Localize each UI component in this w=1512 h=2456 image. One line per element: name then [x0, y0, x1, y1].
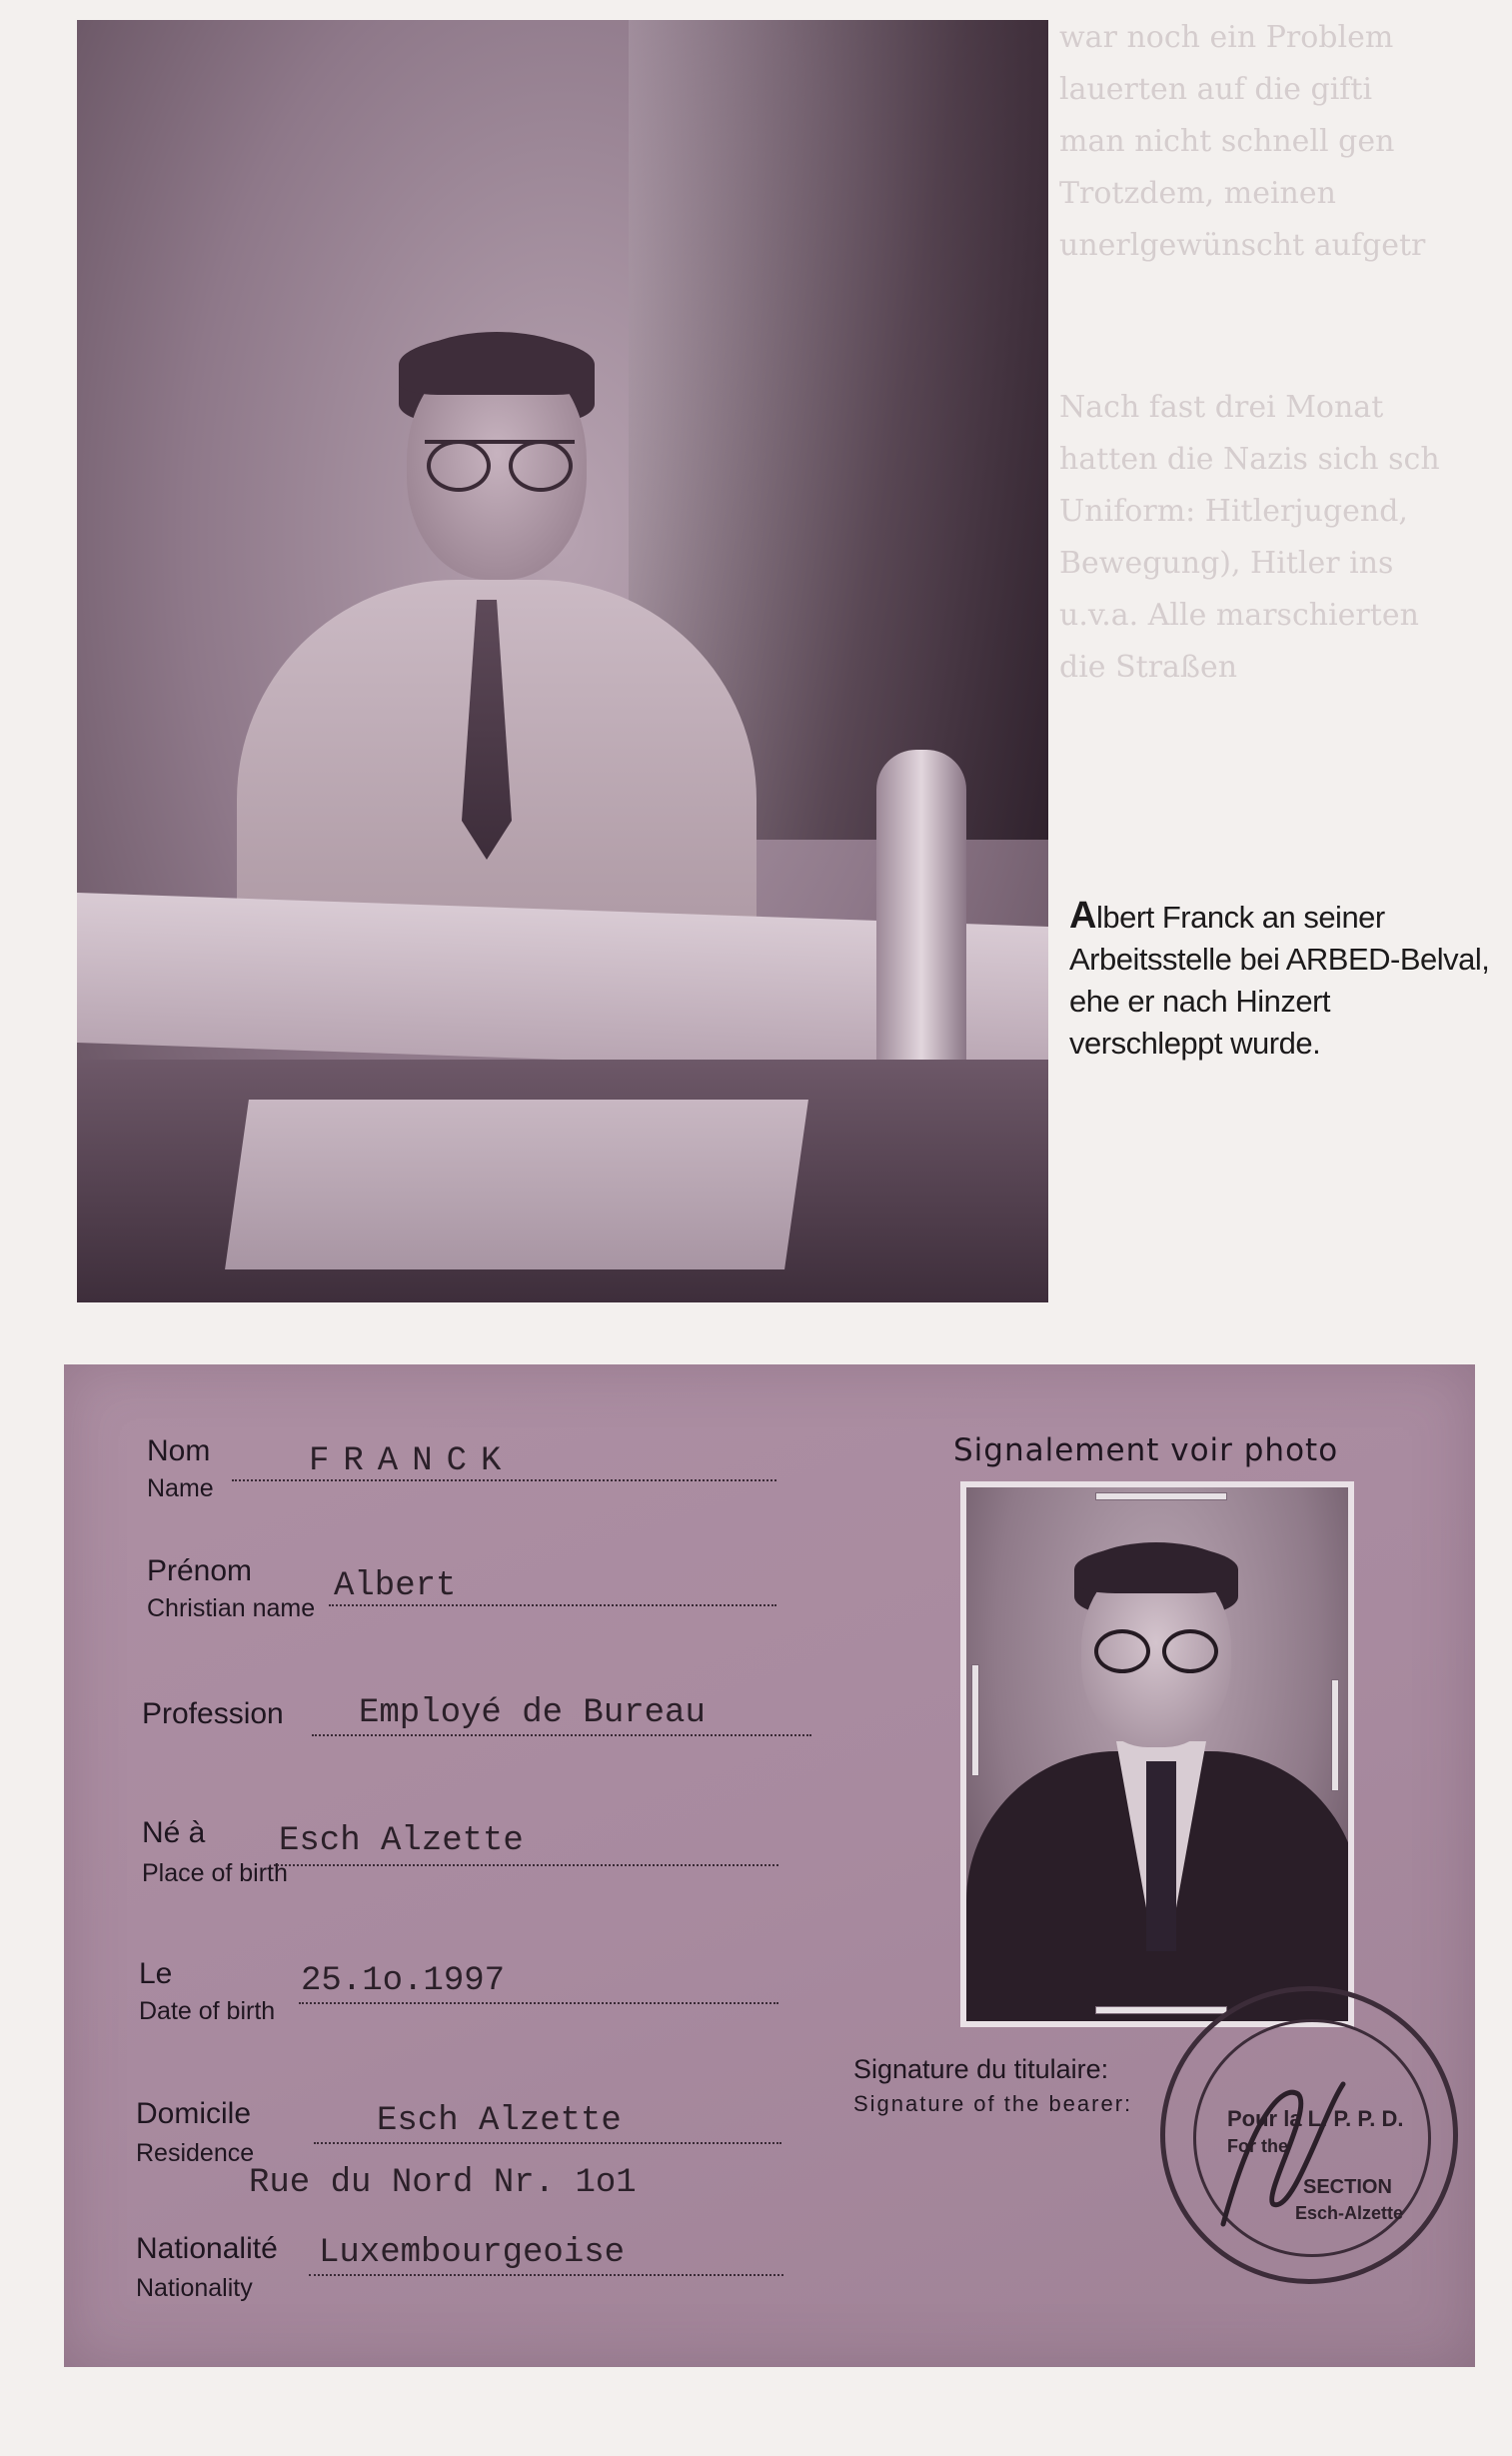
background-text-line: war noch ein Problem [1059, 20, 1394, 55]
dotted-line [274, 1864, 778, 1866]
signalement-heading: Signalement voir photo [953, 1432, 1339, 1468]
seal-text-line: Pour la L. P. P. D. [1227, 2106, 1404, 2131]
value-nom: FRANCK [309, 1442, 516, 1480]
handwritten-signature [1203, 2054, 1363, 2254]
label-domicile: Domicile [136, 2097, 252, 2130]
label-signature-titulaire: Signature du titulaire: [853, 2054, 1109, 2084]
value-place-of-birth: Esch Alzette [279, 1822, 524, 1860]
dotted-line [309, 2274, 783, 2276]
caption-line-1-text: lbert Franck an seiner [1095, 900, 1385, 935]
identity-card [64, 1364, 1475, 2367]
value-residence: Esch Alzette [377, 2102, 622, 2140]
background-text-line: unerlgewünscht aufgetr [1059, 228, 1426, 263]
portrait-tie [1146, 1761, 1176, 1951]
label-profession: Profession [142, 1697, 284, 1730]
background-text-line: die Straßen [1059, 650, 1238, 685]
label-date-of-birth: Date of birth [139, 1997, 276, 2025]
dotted-line [329, 1604, 776, 1606]
portrait-hair-front [1074, 1545, 1238, 1593]
label-nationalite: Nationalité [136, 2232, 278, 2265]
seal-text-line: For the [1227, 2136, 1288, 2156]
label-nationality: Nationality [136, 2274, 253, 2302]
seal-text-line: Esch-Alzette [1295, 2203, 1404, 2223]
value-nationality: Luxembourgeoise [319, 2234, 626, 2272]
background-text-line: hatten die Nazis sich sch [1059, 442, 1440, 477]
staple-top [1095, 1492, 1227, 1500]
office-photograph [77, 20, 1048, 1302]
dotted-line [312, 1734, 811, 1736]
caption-line-1 [1069, 895, 1489, 939]
background-text-line: u.v.a. Alle marschierten [1059, 598, 1419, 633]
caption-line-2: Arbeitsstelle bei ARBED-Belval, [1069, 942, 1490, 977]
label-place-of-birth: Place of birth [142, 1859, 288, 1887]
round-glasses-icon [1094, 1629, 1218, 1665]
value-residence-street: Rue du Nord Nr. 1o1 [249, 2164, 637, 2202]
background-text-line: Nach fast drei Monat [1059, 390, 1384, 425]
label-christian-name: Christian name [147, 1594, 316, 1622]
staple-right [1331, 1679, 1339, 1791]
photo-caption [1069, 895, 1489, 1065]
label-name: Name [147, 1474, 214, 1502]
glasses-icon [425, 440, 575, 490]
dotted-line [232, 1479, 776, 1481]
dotted-line [314, 2142, 781, 2144]
dotted-line [299, 2002, 778, 2004]
label-signature-bearer: Signature of the bearer: [853, 2091, 1133, 2116]
staple-bottom [1095, 2006, 1227, 2014]
seal-text-line: SECTION [1303, 2176, 1392, 2198]
background-text-line: Trotzdem, meinen [1059, 176, 1336, 211]
label-residence: Residence [136, 2139, 255, 2167]
id-portrait-photo [960, 1481, 1354, 2027]
label-nom: Nom [147, 1434, 211, 1467]
value-prenom: Albert [334, 1567, 457, 1605]
staple-left [971, 1664, 979, 1776]
value-date-of-birth: 25.1o.1997 [301, 1962, 506, 2000]
background-text-line: man nicht schnell gen [1059, 124, 1395, 159]
desk-stamp-holder [876, 750, 966, 1090]
background-text-line: Bewegung), Hitler ins [1059, 546, 1394, 581]
label-le: Le [139, 1957, 173, 1990]
caption-dropcap: A [1069, 895, 1096, 937]
man-hair-front [399, 335, 595, 395]
label-ne-a: Né à [142, 1816, 206, 1849]
caption-line-3: ehe er nach Hinzert [1069, 984, 1331, 1019]
caption-line-4: verschleppt wurde. [1069, 1026, 1321, 1061]
background-text-line: lauerten auf die gifti [1059, 72, 1373, 107]
value-profession: Employé de Bureau [359, 1694, 706, 1732]
background-text-line: Uniform: Hitlerjugend, [1059, 494, 1408, 529]
desk-paper [225, 1100, 808, 1269]
label-prenom: Prénom [147, 1554, 253, 1587]
